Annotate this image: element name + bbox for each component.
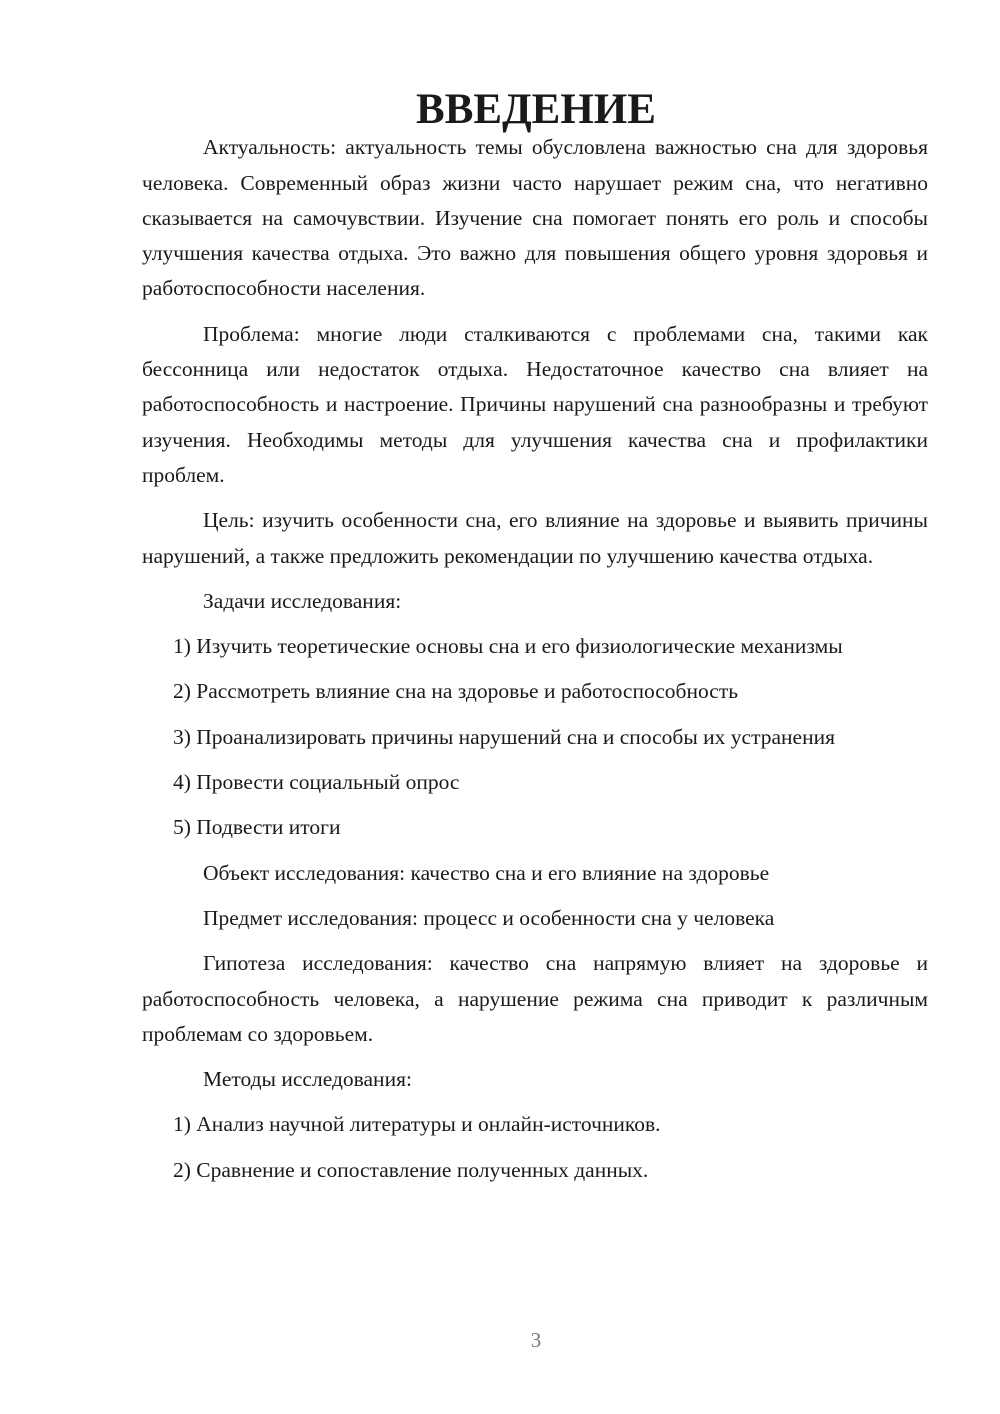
problem-paragraph: Проблема: многие люди сталкиваются с проблемами сна, такими как бессонница или недостаток отдыха. Недостаточное качество сна влияет на работоспособность и настроение. Причины нарушений сна разнообразны и требуют изучения. Необходимы методы для улучшения качества сна и профилактики проблем.	[142, 321, 928, 487]
hypothesis-paragraph: Гипотеза исследования: качество сна напрямую влияет на здоровье и работоспособность человека, а нарушение режима сна приводит к различным проблемам со здоровьем.	[142, 951, 928, 1046]
document-page	[142, 86, 928, 1188]
method-item-2: 2) Сравнение и сопоставление полученных данных.	[173, 1157, 649, 1182]
method-item-1: 1) Анализ научной литературы и онлайн-источников.	[173, 1112, 661, 1137]
page-number: 3	[530, 1328, 542, 1352]
object-paragraph: Объект исследования: качество сна и его влияние на здоровье	[203, 860, 770, 885]
task-item-1: 1) Изучить теоретические основы сна и его физиологические механизмы	[173, 634, 843, 659]
methods-title: Методы исследования:	[203, 1067, 412, 1092]
subject-paragraph: Предмет исследования: процесс и особенности сна у человека	[203, 905, 775, 930]
tasks-title: Задачи исследования:	[203, 588, 402, 613]
task-item-2: 2) Рассмотреть влияние сна на здоровье и работоспособность	[173, 679, 739, 704]
task-item-4: 4) Провести социальный опрос	[173, 770, 460, 795]
page-title: ВВЕДЕНИЕ	[416, 86, 656, 133]
goal-paragraph: Цель: изучить особенности сна, его влияние на здоровье и выявить причины нарушений, а также предложить рекомендации по улучшению качества отдыха.	[142, 508, 928, 568]
relevance-paragraph: Актуальность: актуальность темы обусловлена важностью сна для здоровья человека. Современный образ жизни часто нарушает режим сна, что негативно сказывается на самочувствии. Изучение сна помогает понять его роль и способы улучшения качества отдыха. Это важно для повышения общего уровня здоровья и работоспособности населения.	[142, 135, 928, 301]
task-item-3: 3) Проанализировать причины нарушений сна и способы их устранения	[173, 724, 835, 749]
task-item-5: 5) Подвести итоги	[173, 815, 341, 840]
